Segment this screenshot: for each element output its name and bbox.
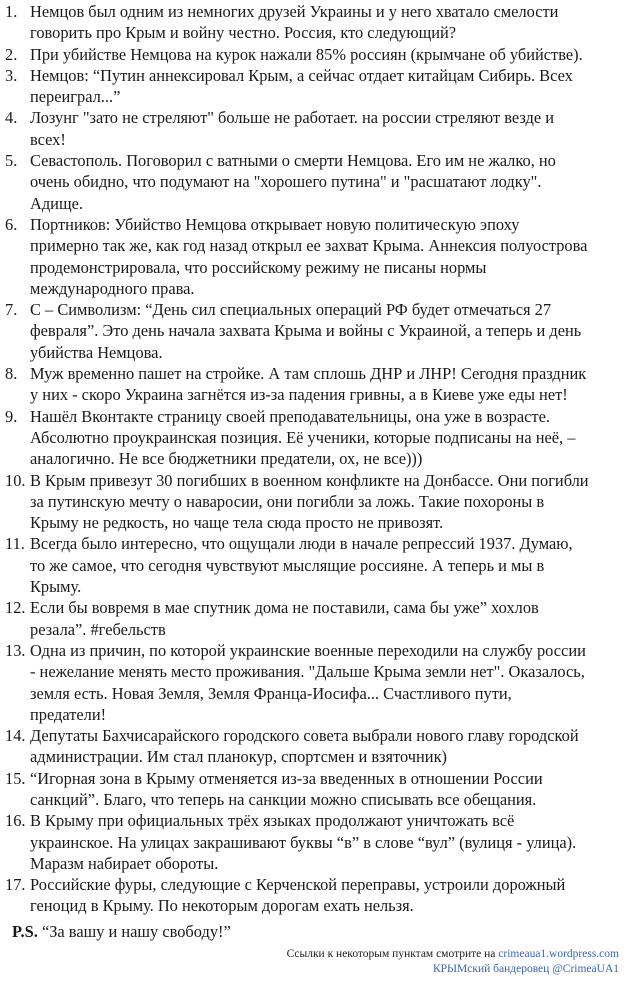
item-text-line: примерно так же, как год назад открыл ее захват Крыма. Аннексия полуострова — [30, 236, 588, 256]
numbered-list — [0, 1, 635, 917]
item-number: 15. — [5, 768, 26, 788]
item-text-line: украинское. На улицах закрашивают буквы “в” в слове “вул” (вулиця - улица). — [30, 832, 577, 852]
item-text-line: санкций”. Благо, что теперь на санкции можно списывать все обещания. — [30, 789, 537, 809]
list-item — [0, 768, 635, 811]
item-text-line: Немцов был одним из немногих друзей Украины и у него хватало смелости — [30, 2, 559, 21]
item-number: 16. — [5, 811, 26, 831]
item-number: 5. — [5, 151, 18, 171]
item-text-line: продемонстрировала, что российскому режиму не писаны нормы — [30, 257, 487, 277]
list-item — [0, 214, 635, 299]
item-text-line: Если бы вовремя в мае спутник дома не поставили, сама бы уже” хохлов — [30, 598, 539, 618]
list-item — [0, 810, 635, 874]
item-text-line: говорить про Крым и войну честно. Россия, кто следующий? — [30, 23, 457, 43]
item-text-line: Муж временно пашет на стройке. А там сплошь ДНР и ЛНР! Сегодня праздник — [30, 364, 587, 384]
list-item — [0, 533, 635, 597]
ps-label: P.S. — [12, 922, 38, 941]
website-link[interactable]: crimeaua1.wordpress.com — [498, 948, 619, 960]
item-number: 9. — [5, 406, 18, 426]
item-number: 7. — [5, 300, 18, 320]
item-text-line: - нежелание менять место проживания. "Дальше Крыма земли нет". Оказалось, — [30, 662, 585, 682]
list-item — [0, 470, 635, 534]
item-number: 14. — [5, 726, 26, 746]
list-item — [0, 44, 635, 65]
item-text-line: земля есть. Новая Земля, Земля Франца-Иосифа... Счастливого пути, — [30, 683, 512, 703]
item-text-line: февраля”. Это день начала захвата Крыма и войны с Украиной, а теперь и день — [30, 321, 582, 341]
item-text-line: “Игорная зона в Крыму отменяется из-за введенных в отношении России — [30, 768, 543, 788]
item-text-line: то же самое, что сегодня чувствуют мыслящие россияне. А теперь и мы в — [30, 555, 545, 575]
item-text-line: Одна из причин, по которой украинские военные переходили на службу россии — [30, 640, 586, 660]
item-text-line: Всегда было интересно, что ощущали люди в начале репрессий 1937. Думаю, — [30, 534, 573, 554]
item-number: 1. — [5, 2, 18, 21]
list-item — [0, 640, 635, 725]
item-number: 3. — [5, 65, 18, 85]
item-text-line: Лозунг "зато не стреляют" больше не работает. на россии стреляют везде и — [30, 108, 554, 128]
list-item — [0, 874, 635, 917]
item-text-line: международного права. — [30, 278, 195, 298]
item-text-line: Депутаты Бахчисарайского городского совета выбрали нового главу городской — [30, 726, 579, 746]
item-text-line: Немцов: “Путин аннексировал Крым, а сейчас отдает китайцам Сибирь. Всех — [30, 65, 573, 85]
list-item — [0, 363, 635, 406]
item-text-line: Нашёл Вконтакте страницу своей преподавательницы, она уже в возрасте. — [30, 406, 550, 426]
item-text-line: В Крыму при официальных трёх языках продолжают уничтожать всё — [30, 811, 515, 831]
item-number: 13. — [5, 640, 26, 660]
ps-text: “За вашу и нашу свободу!” — [41, 922, 231, 941]
item-text-line: В Крым привезут 30 погибших в военном конфликте на Донбассе. Они погибли — [30, 470, 589, 490]
list-item — [0, 150, 635, 214]
item-number: 11. — [5, 534, 25, 554]
list-item — [0, 299, 635, 363]
links-prefix: Ссылки к некоторым пунктам смотрите на — [286, 948, 499, 960]
item-text-line: предатели! — [30, 704, 107, 724]
item-number: 10. — [5, 470, 26, 490]
postscript — [12, 921, 231, 942]
item-text-line: резала”. #гебельств — [30, 619, 166, 639]
item-text-line: очень обидно, что подумают на "хорошего путина" и "расшатают лодку". — [30, 172, 542, 192]
item-text-line: всех! — [30, 129, 66, 149]
item-text-line: С – Символизм: “День сил специальных операций РФ будет отмечаться 27 — [30, 300, 552, 320]
item-text-line: Севастополь. Поговорил с ватными о смерти Немцова. Его им не жалко, но — [30, 151, 556, 171]
item-number: 12. — [5, 598, 26, 618]
item-number: 6. — [5, 214, 18, 234]
list-item — [0, 406, 635, 470]
author-signature: КРЫМский бандеровец @CrimeaUA1 — [432, 963, 619, 975]
item-text-line: При убийстве Немцова на курок нажали 85% россиян (крымчане об убийстве). — [30, 44, 583, 64]
item-text-line: Крыму. — [30, 577, 82, 597]
footer-links-line — [287, 947, 619, 962]
list-item — [0, 597, 635, 640]
item-text-line: Российские фуры, следующие с Керченской переправы, устроили дорожный — [30, 875, 566, 895]
item-text-line: убийства Немцова. — [30, 342, 163, 362]
item-text-line: Адище. — [30, 193, 83, 213]
item-text-line: геноцид в Крыму. По некоторым дорогам ехать нельзя. — [30, 896, 414, 916]
item-number: 4. — [5, 108, 18, 128]
list-item — [0, 65, 635, 108]
item-text-line: администрации. Им стал планокур, спортсмен и взяточник) — [30, 747, 447, 767]
item-number: 17. — [5, 875, 26, 895]
list-item — [0, 725, 635, 768]
item-text-line: Маразм набирает обороты. — [30, 853, 219, 873]
item-number: 8. — [5, 364, 18, 384]
item-text-line: за путинскую мечту о наваросии, они погибли за ложь. Такие похороны в — [30, 491, 545, 511]
item-text-line: Портников: Убийство Немцова открывает новую политическую эпоху — [30, 214, 520, 234]
item-text-line: у них - скоро Украина загнётся из-за падения гривны, а в Киеве уже еды нет! — [30, 385, 568, 405]
list-item — [0, 107, 635, 150]
item-text-line: переиграл...” — [30, 87, 121, 107]
item-number: 2. — [5, 44, 18, 64]
list-item — [0, 1, 635, 44]
item-text-line: Крыму не редкость, но чаще тела сюда просто не привозят. — [30, 513, 444, 533]
item-text-line: аналогично. Не все бюджетники предатели, ох, не все))) — [30, 449, 423, 469]
footer — [287, 947, 619, 977]
item-text-line: Абсолютно проукраинская позиция. Её ученики, которые подписаны на неё, – — [30, 427, 576, 447]
